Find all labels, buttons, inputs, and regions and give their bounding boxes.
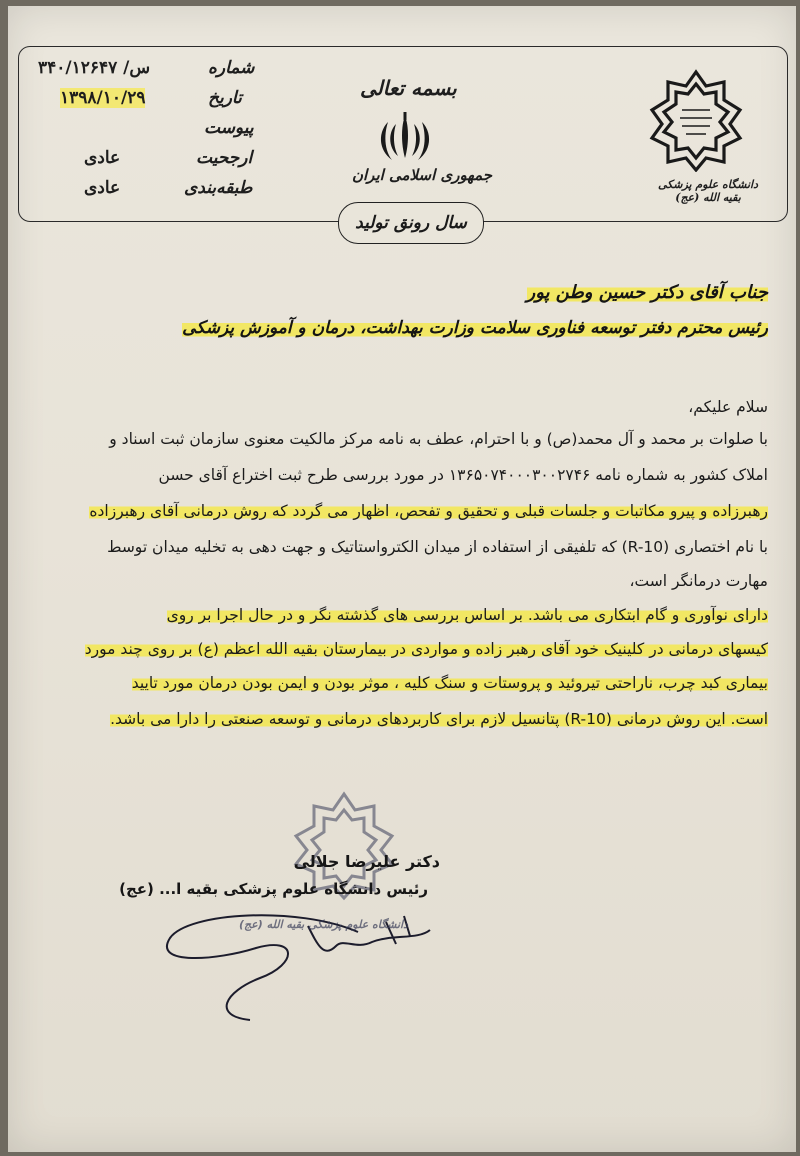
greeting: سلام علیکم،: [688, 398, 768, 416]
letter-paper: [8, 6, 796, 1152]
attachment-label: پیوست: [204, 118, 254, 138]
number-value: ۳۴۰/۱۲۶۴۷ /س: [38, 58, 151, 78]
stamp-caption: دانشگاه علوم پزشکی بقیه الله (عج): [239, 918, 408, 931]
urgency-label: ارجحیت: [196, 148, 253, 168]
handwritten-signature: [148, 886, 488, 1036]
republic-caption: جمهوری اسلامی ایران: [352, 166, 493, 184]
paragraph1-line: رهبرزاده و پیرو مکاتبات و جلسات قبلی و تحقیق و تفحص، اظهار می گردد که روش درمانی آقای رهبرزاده: [89, 502, 768, 520]
addressee-name: جناب آقای دکتر حسین وطن پور: [526, 282, 768, 303]
paragraph2-line: است. این روش درمانی (R-10) پتانسیل لازم برای کاربردهای درمانی و توسعه صنعتی را دارا می باشد.: [110, 710, 768, 728]
paragraph1-line: املاک کشور به شماره نامه ۱۳۶۵۰۷۴۰۰۰۳۰۰۲۷۴۶ در مورد بررسی طرح ثبت اختراع آقای حسن: [158, 466, 768, 484]
date-value: ۱۳۹۸/۱۰/۲۹: [60, 88, 146, 108]
classification-label: طبقه‌بندی: [184, 178, 253, 198]
bismillah: بسمه تعالی: [360, 76, 457, 100]
iran-emblem-icon: [374, 110, 436, 164]
addressee-title: رئیس محترم دفتر توسعه فناوری سلامت وزارت بهداشت، درمان و آموزش پزشکی: [182, 318, 768, 338]
paragraph1-line: مهارت درمانگر است،: [629, 572, 768, 590]
paragraph1-line: با نام اختصاری (R-10) که تلفیقی از استفاده از میدان الکترواستاتیک و جهت دهی به تخلیه میدان توسط: [107, 538, 768, 556]
paragraph2-line: کیسهای درمانی در کلینیک خود آقای رهبر زاده و مواردی در بیمارستان بقیه الله اعظم (ع) بر روی چند مورد: [84, 640, 768, 658]
signatory-name: دکتر علیرضا جلالی: [293, 852, 440, 871]
date-label: تاریخ: [208, 88, 242, 108]
signatory-title: رئیس دانشگاه علوم پزشکی بقیه ا... (عج): [119, 880, 428, 898]
university-caption: دانشگاه علوم پزشکی بقیه الله (عج): [658, 178, 758, 204]
slogan-badge: سال رونق تولید: [338, 202, 484, 244]
classification-value: عادی: [84, 178, 121, 198]
number-label: شماره: [208, 58, 255, 78]
paragraph2-line: بیماری کبد چرب، ناراحتی تیروئید و پروستات و سنگ کلیه ، موثر بودن و ایمن بودن درمان مورد تایید: [131, 674, 768, 692]
paragraph1-line: با صلوات بر محمد و آل محمد(ص) و با احترام، عطف به نامه مرکز مالکیت معنوی سازمان ثبت اسناد و: [109, 430, 768, 448]
paragraph2-line: دارای نوآوری و گام ابتکاری می باشد. بر اساس بررسی های گذشته نگر و در حال اجرا بر روی: [166, 606, 768, 624]
university-logo-icon: [644, 68, 748, 172]
urgency-value: عادی: [84, 148, 121, 168]
